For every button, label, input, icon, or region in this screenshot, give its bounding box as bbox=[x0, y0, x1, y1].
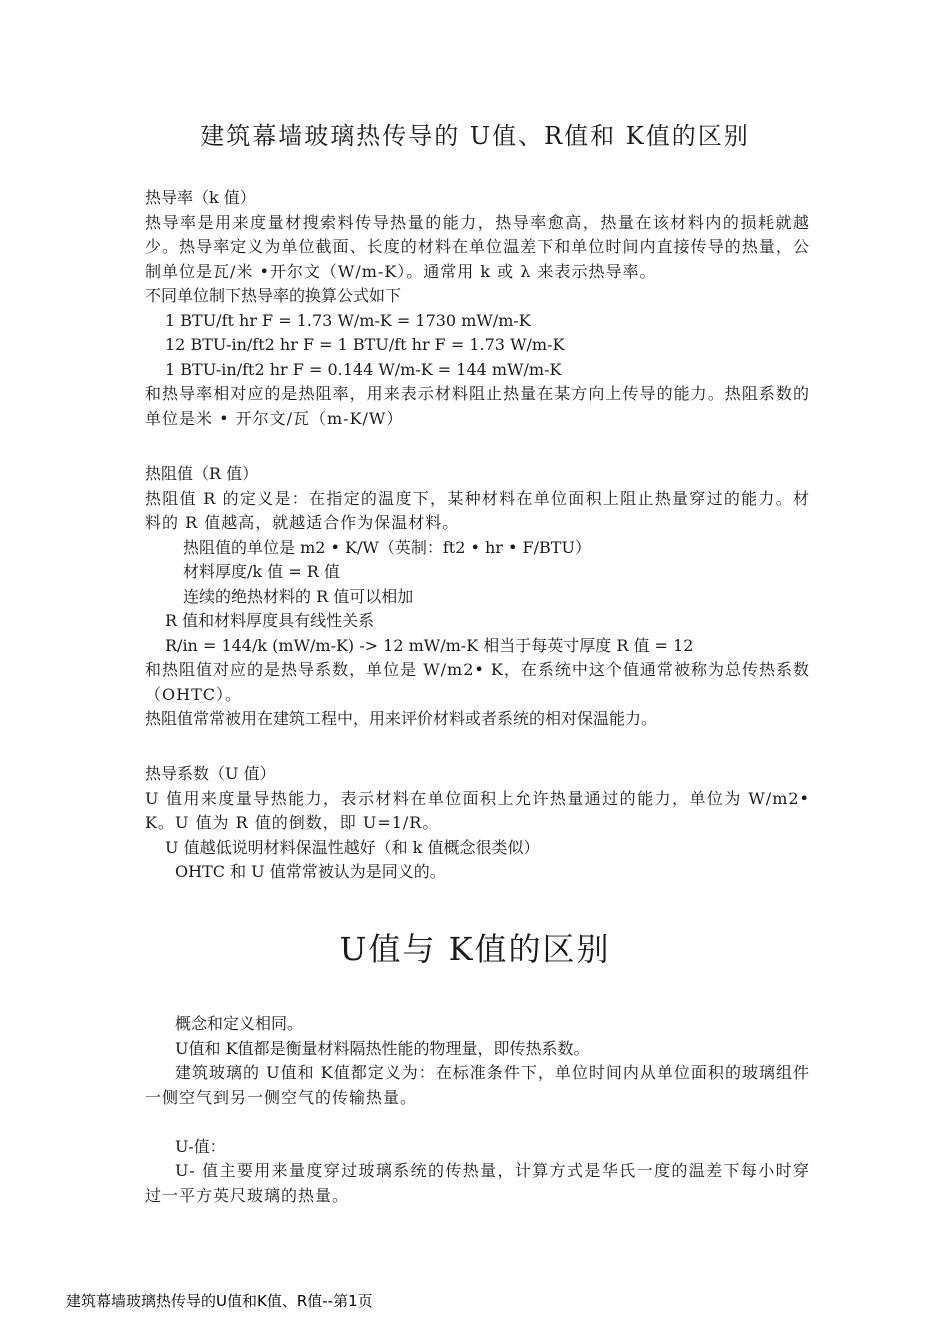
section-heading-k: 热导率（k 值） bbox=[145, 188, 256, 207]
section-heading-r: 热阻值（R 值） bbox=[145, 464, 259, 483]
section-subtitle: U值与 K值的区别 bbox=[339, 930, 611, 968]
section-u-value bbox=[145, 762, 810, 885]
section-u-vs-k bbox=[145, 1012, 810, 1208]
section-thermal-conductivity bbox=[145, 186, 810, 431]
paragraph: 热导率是用来度量材搜索料传导热量的能力，热导率愈高，热量在该材料内的损耗就越少。热导率定义为单位截面、长度的材料在单位温差下和单位时间内直接传导的热量，公制单位是瓦/米 •开尔文（W/m-K）。通常用 k 或 λ 来表示热导率。 bbox=[145, 212, 810, 281]
paragraph: 和热导率相对应的是热阻率，用来表示材料阻止热量在某方向上传导的能力。热阻系数的单位是米 • 开尔文/瓦（m-K/W） bbox=[145, 384, 810, 428]
formula-line: 12 BTU-in/ft2 hr F = 1 BTU/ft hr F = 1.73 W/m-K bbox=[165, 335, 565, 354]
section-thermal-resistance bbox=[145, 462, 810, 732]
list-item: R 值和材料厚度具有线性关系 bbox=[165, 611, 375, 630]
formula-line: 1 BTU/ft hr F = 1.73 W/m-K = 1730 mW/m-K bbox=[165, 310, 531, 330]
sub-heading-u: U-值： bbox=[175, 1136, 226, 1156]
document-title: 建筑幕墙玻璃热传导的 U值、R值和 K值的区别 bbox=[200, 122, 750, 150]
list-item: 连续的绝热材料的 R 值可以相加 bbox=[183, 586, 414, 606]
paragraph: U- 值主要用来量度穿过玻璃系统的传热量，计算方式是华氏一度的温差下每小时穿过一平方英尺玻璃的热量。 bbox=[145, 1161, 810, 1205]
formula-line: 1 BTU-in/ft2 hr F = 0.144 W/m-K = 144 mW/m-K bbox=[165, 359, 562, 379]
list-item: R/in = 144/k (mW/m-K) -> 12 mW/m-K 相当于每英寸厚度 R 值 = 12 bbox=[165, 635, 694, 655]
paragraph: 热阻值常常被用在建筑工程中，用来评价材料或者系统的相对保温能力。 bbox=[145, 709, 658, 728]
paragraph: U值和 K值都是衡量材料隔热性能的物理量，即传热系数。 bbox=[175, 1038, 590, 1058]
paragraph: 建筑玻璃的 U值和 K值都定义为：在标准条件下，单位时间内从单位面积的玻璃组件一侧空气到另一侧空气的传输热量。 bbox=[145, 1063, 810, 1107]
paragraph: U 值用来度量导热能力，表示材料在单位面积上允许热量通过的能力，单位为 W/m2• K。U 值为 R 值的倒数，即 U=1/R。 bbox=[145, 788, 810, 832]
page-footer: 建筑幕墙玻璃热传导的U值和K值、R值--第1页 bbox=[66, 1292, 373, 1310]
list-item: 热阻值的单位是 m2 • K/W（英制：ft2 • hr • F/BTU） bbox=[183, 537, 591, 557]
list-item: U 值越低说明材料保温性越好（和 k 值概念很类似） bbox=[165, 837, 540, 857]
list-item: 材料厚度/k 值 = R 值 bbox=[183, 562, 340, 581]
paragraph: 和热阻值对应的是热导系数，单位是 W/m2• K，在系统中这个值通常被称为总传热系数（OHTC）。 bbox=[145, 660, 810, 704]
paragraph: 概念和定义相同。 bbox=[175, 1014, 304, 1033]
section-heading-u: 热导系数（U 值） bbox=[145, 764, 276, 783]
paragraph: 热阻值 R 的定义是：在指定的温度下，某种材料在单位面积上阻止热量穿过的能力。材料的 R 值越高，就越适合作为保温材料。 bbox=[145, 488, 810, 532]
paragraph: 不同单位制下热导率的换算公式如下 bbox=[145, 286, 402, 305]
list-item: OHTC 和 U 值常常被认为是同义的。 bbox=[175, 862, 446, 881]
